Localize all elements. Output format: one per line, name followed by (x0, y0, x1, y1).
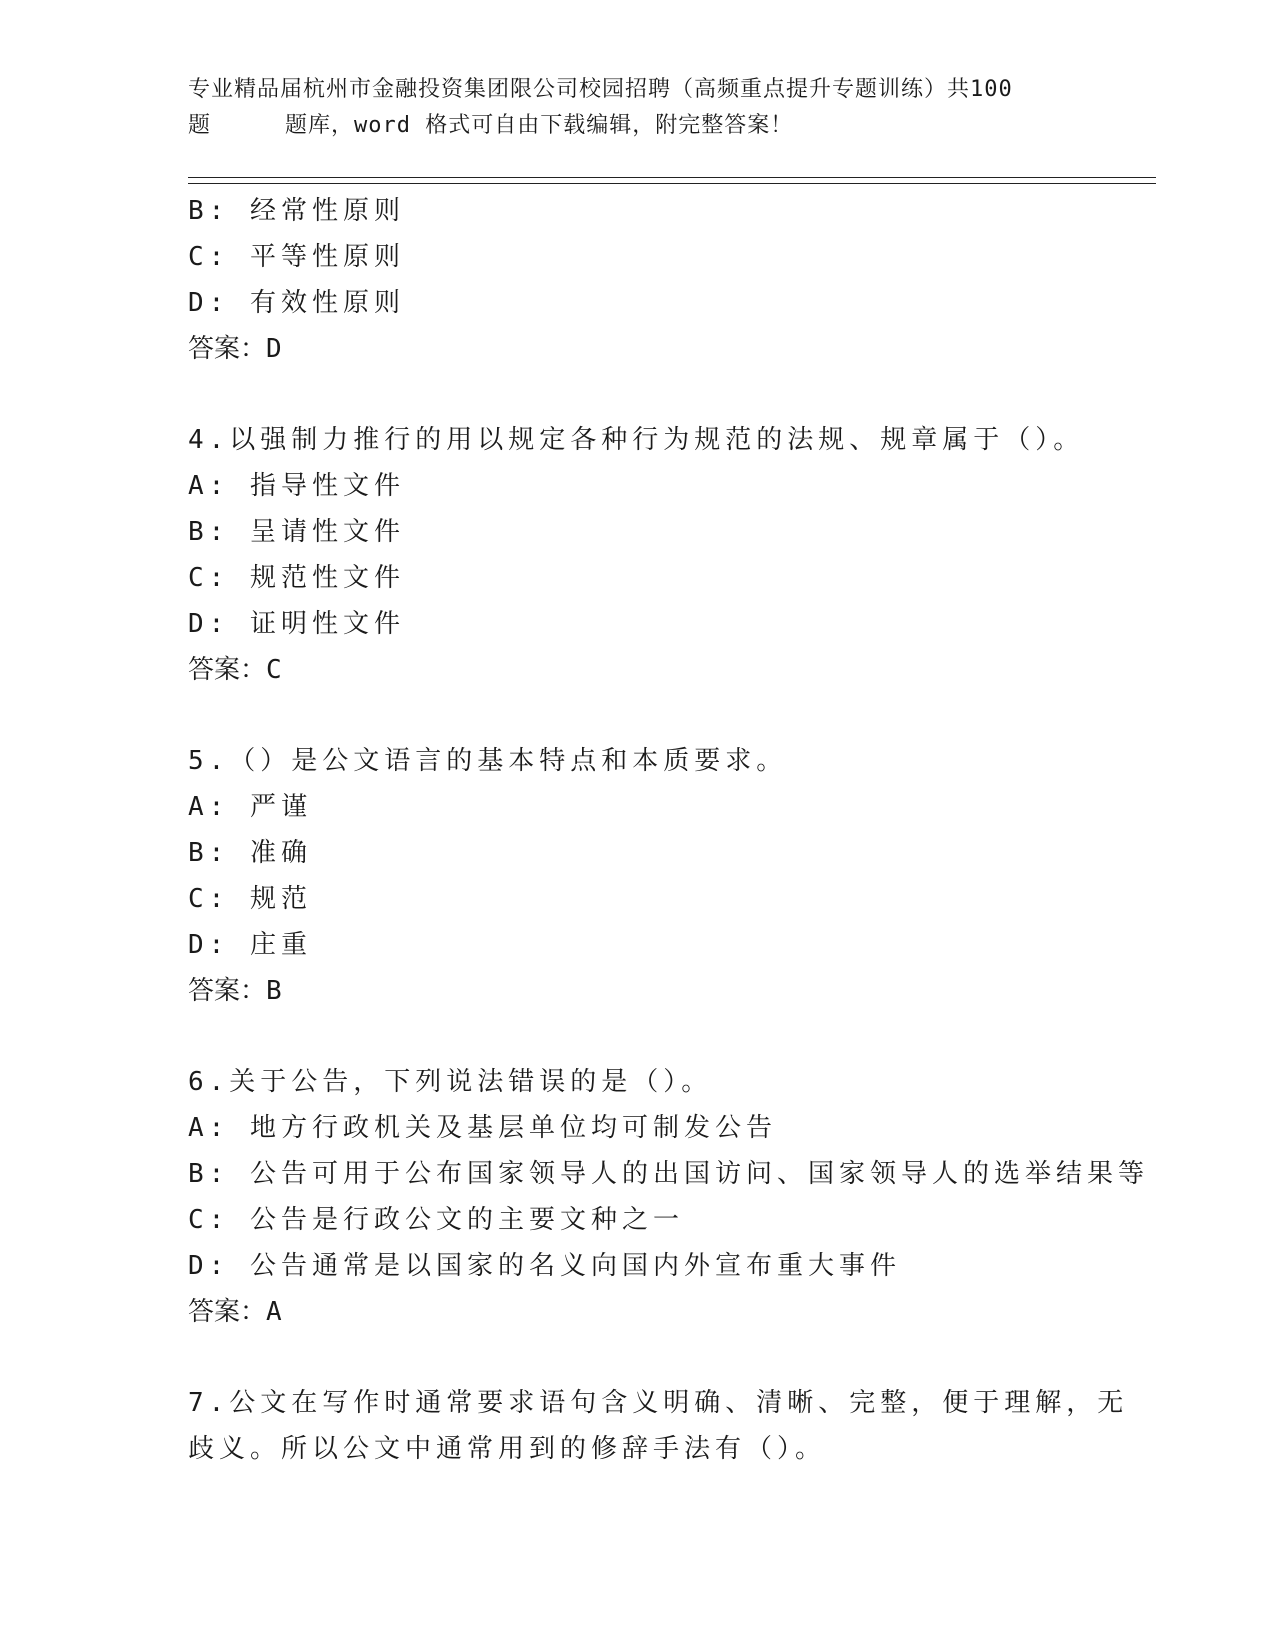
question-3 (188, 188, 1148, 372)
option-c: C: 规范 (188, 884, 312, 914)
question-stem: 5.（）是公文语言的基本特点和本质要求。 (188, 746, 788, 776)
header-line-1: 专业精品届杭州市金融投资集团限公司校园招聘（高频重点提升专题训练）共100 (188, 77, 1013, 102)
header-divider-bottom (188, 183, 1156, 184)
answer-value: A (266, 1297, 282, 1327)
option-b: B: 经常性原则 (188, 196, 405, 226)
question-7 (188, 1380, 1148, 1472)
option-d: D: 有效性原则 (188, 288, 405, 318)
header-divider-top (188, 177, 1156, 178)
option-c: C: 公告是行政公文的主要文种之一 (188, 1205, 684, 1235)
question-stem-line-2: 歧义。所以公文中通常用到的修辞手法有（）。 (188, 1434, 827, 1464)
answer-line (188, 326, 1148, 372)
question-5 (188, 738, 1148, 1014)
header-line-2-head: 题 (188, 113, 212, 138)
answer-value: C (266, 655, 282, 685)
document-header (188, 72, 1088, 144)
answer-line (188, 1289, 1148, 1335)
option-a: A: 地方行政机关及基层单位均可制发公告 (188, 1113, 777, 1143)
option-c: C: 规范性文件 (188, 563, 405, 593)
question-stem-line-1: 7.公文在写作时通常要求语句含义明确、清晰、完整，便于理解，无 (188, 1388, 1129, 1418)
option-a: A: 指导性文件 (188, 471, 405, 501)
option-d: D: 庄重 (188, 930, 312, 960)
answer-label: 答案： (188, 1297, 267, 1327)
answer-line (188, 968, 1148, 1014)
option-b: B: 公告可用于公布国家领导人的出国访问、国家领导人的选举结果等 (188, 1159, 1149, 1189)
answer-line (188, 647, 1148, 693)
header-line-2-tail: 题库，word 格式可自由下载编辑，附完整答案！ (285, 113, 794, 138)
answer-label: 答案： (188, 976, 267, 1006)
option-d: D: 证明性文件 (188, 609, 405, 639)
question-stem: 4.以强制力推行的用以规定各种行为规范的法规、规章属于（）。 (188, 425, 1085, 455)
question-6 (188, 1059, 1148, 1335)
answer-label: 答案： (188, 655, 267, 685)
option-c: C: 平等性原则 (188, 242, 405, 272)
option-b: B: 准确 (188, 838, 312, 868)
option-a: A: 严谨 (188, 792, 312, 822)
question-stem: 6.关于公告，下列说法错误的是（）。 (188, 1067, 713, 1097)
header-line-2 (188, 108, 1088, 144)
option-d: D: 公告通常是以国家的名义向国内外宣布重大事件 (188, 1251, 901, 1281)
question-4 (188, 417, 1148, 693)
option-b: B: 呈请性文件 (188, 517, 405, 547)
question-list (188, 188, 1148, 1472)
answer-label: 答案： (188, 334, 267, 364)
answer-value: B (266, 976, 282, 1006)
answer-value: D (266, 334, 282, 364)
